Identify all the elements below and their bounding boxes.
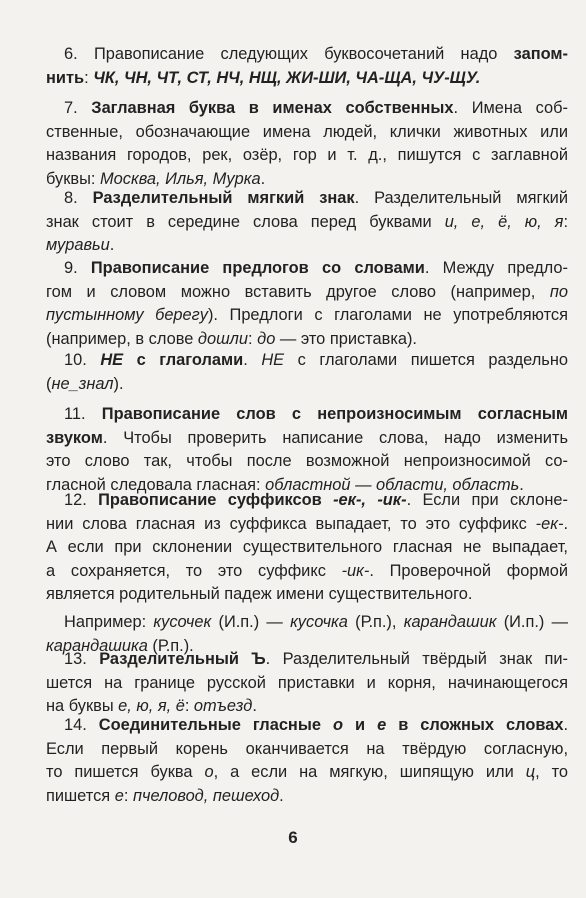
rule-11: 11. Правописание слов с непроизносимым согласным звуком. Чтобы проверить написание слова, надо изменить это слово так, чтобы после возможной непроизносимой со- гласной следовала гласная: областной — области, область. [46, 405, 568, 494]
rule-9-heading: Правописание предлогов со словами [90, 259, 425, 277]
page-number: 6 [288, 828, 298, 847]
rule-14-heading: Соединительные гласные [98, 716, 333, 734]
rule-7-heading: Заглавная буква в именах собственных [91, 99, 454, 117]
rule-14: 14. Соединительные гласные о и е в сложных словах. Если первый корень оканчивается на твёрдую согласную, то пишется буква о, а если на мягкую, шипящую или ц, то пишется е: пчеловод, пешеход. [46, 716, 569, 805]
rule-8: 8. Разделительный мягкий знак. Разделительный мягкий знак стоит в середине слова перед буквами и, е, ё, ю, я: муравьи. [46, 189, 568, 255]
rule-6: 6. Правописание следующих буквосочетаний надо запом- нить: ЧК, ЧН, ЧТ, СТ, НЧ, НЩ, ЖИ-ШИ, ЧА-ЩА, ЧУ-ЩУ. [46, 45, 568, 87]
rule-8-heading: Разделительный мягкий знак [92, 189, 355, 207]
rule-13-heading: Разделительный Ъ [99, 650, 266, 668]
rule-12-heading: Правописание суффиксов [98, 491, 334, 509]
rule-7: 7. Заглавная буква в именах собственных. Имена соб- ственные, обозначающие имена людей, клички животных или названия городов, рек, озёр, гор и т. д., пишутся с заглавной буквы: Москва, Илья, Мурка. [46, 99, 569, 188]
rule-12: 12. Правописание суффиксов -ек-, -ик-. Если при склоне- нии слова гласная из суффикса выпадает, то это суффикс -ек-. А если при склонении существительного гласная не выпадает, а сохраняется, то это суффикс -ик-. Проверочной формой является родительный падеж имени существительного. Например: кусочек (И.п.) — кусочка (Р.п.), карандашик (И.п.) — карандашика (Р.п.). [46, 491, 569, 655]
rule-13: 13. Разделительный Ъ. Разделительный твёрдый знак пи- шется на границе русской приставки и корня, начинающегося на буквы е, ю, я, ё: отъезд. [46, 650, 569, 716]
letter-combinations: ЧК, ЧН, ЧТ, СТ, НЧ, НЩ, ЖИ-ШИ, ЧА-ЩА, ЧУ-ЩУ. [93, 68, 481, 87]
rule-10-heading: с глаголами [123, 351, 244, 369]
example-line: Например: кусочек (И.п.) — кусочка (Р.п.), карандашик (И.п.) — [64, 612, 569, 631]
rule-11-heading: Правописание слов с непроизносимым согласным [101, 405, 568, 423]
rule-10: 10. НЕ с глаголами. НЕ с глаголами пишется раздельно (не_знал). [46, 351, 568, 393]
rule-9: 9. Правописание предлогов со словами. Между предло- гом и словом можно вставить другое слово (например, по пустынному берегу). Предлоги с глаголами не употребляются (например, в слове дошли: до — это приставка). [46, 259, 568, 348]
